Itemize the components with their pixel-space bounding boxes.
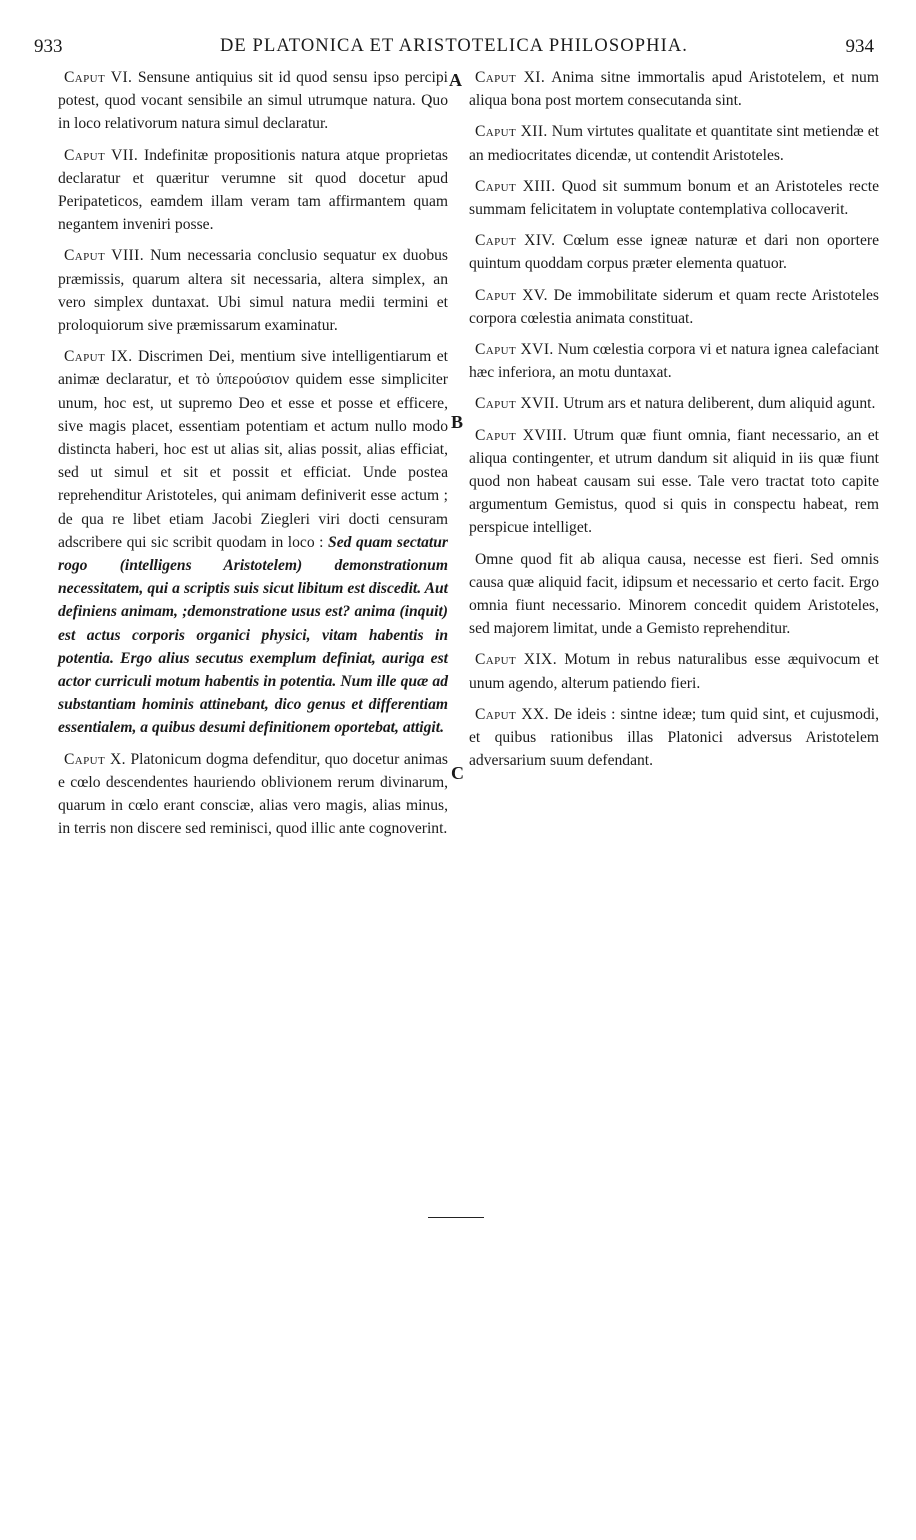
chapter-summary: De immobilitate siderum et quam recte Aristoteles corpora cœlestia animata constituat. bbox=[469, 286, 879, 327]
chapter-entry bbox=[469, 175, 879, 221]
chapter-entry bbox=[469, 338, 879, 384]
margin-letter-b: B bbox=[451, 412, 464, 432]
chapter-summary: Utrum quæ fiunt omnia, fiant necessario, an et aliqua contingenter, et utrum dandum sit aliquid in iis quæ fiunt quod non habeat causam sui esse. Tale vero tractat toto capite argumentum Gemistus, quod si quis in conspectu habeat, rem perspicue intelliget. bbox=[469, 426, 879, 537]
chapter-summary: Num cœlestia corpora vi et natura ignea calefaciant hæc inferiora, an motu duntaxat. bbox=[469, 341, 880, 382]
chapter-entry bbox=[469, 284, 879, 330]
chapter-entry bbox=[58, 144, 448, 237]
chapter-heading: Caput XVIII. bbox=[475, 426, 568, 444]
chapter-summary: Num virtutes qualitate et quantitate sint metiendæ et an mediocritates dicendæ, ut contendit Aristoteles. bbox=[469, 123, 879, 164]
chapter-heading: Caput X. bbox=[64, 750, 126, 768]
page-number-left: 933 bbox=[34, 36, 63, 57]
chapter-heading: Caput XV. bbox=[475, 286, 548, 304]
chapter-heading: Caput IX. bbox=[64, 348, 133, 366]
chapter-heading: Caput VII. bbox=[64, 146, 139, 164]
page-number-right: 934 bbox=[845, 36, 874, 57]
chapter-heading: Caput VI. bbox=[64, 69, 133, 86]
chapter-summary: Cœlum esse igneæ naturæ et dari non oportere quintum quoddam corpus præter elementa quatuor. bbox=[469, 232, 879, 273]
chapter-entry bbox=[58, 748, 448, 841]
syllogism-paragraph bbox=[469, 548, 879, 641]
paragraph-text: Omne quod fit ab aliqua causa, necesse est fieri. Sed omnis causa quæ aliquid facit, idipsum et necessario et certo facit. Ergo omnia fiunt necessario. Minorem concedit quidem Aristoteles, sed majorem limitat, unde a Gemisto reprehenditur. bbox=[469, 550, 879, 638]
chapter-summary: Motum in rebus naturalibus esse æquivocum et unum agendo, alterum patiendo fieri. bbox=[469, 651, 880, 692]
chapter-entry bbox=[469, 229, 879, 275]
chapter-summary: Utrum ars et natura deliberent, dum aliquid agunt. bbox=[559, 395, 876, 413]
left-column bbox=[58, 66, 448, 849]
chapter-summary: De ideis : sintne ideæ; tum quid sint, et cujusmodi, et quibus rationibus illas Platonici adversus Aristotelem adversarium suum defendant. bbox=[469, 705, 879, 770]
chapter-entry bbox=[469, 703, 879, 773]
running-title: DE PLATONICA ET ARISTOTELICA PHILOSOPHIA. bbox=[219, 36, 689, 56]
chapter-entry bbox=[58, 244, 448, 337]
chapter-entry bbox=[469, 392, 879, 415]
chapter-heading: Caput XII. bbox=[475, 123, 548, 141]
chapter-summary: Discrimen Dei, mentium sive intelligentiarum et animæ declaratur, et τὸ ὑπερούσιον quidem esse simpliciter unum, hoc est, ut supremo Deo et esse et posse et efficere, sive magis placet, essentiam potentiam et actum nullo modo distincta haberi, hoc est ut alias sit, alias possit, alias efficiat, sed ut simul et sit et possit et efficiat. Unde postea reprehenditur Aristoteles, qui animam definiverit esse actum ; de qua re libet etiam Jacobi Ziegleri viri docti censuram adscribere qui sic scribit quodam in loco : bbox=[58, 348, 448, 551]
chapter-heading: Caput XIV. bbox=[475, 232, 556, 250]
chapter-summary: Platonicum dogma defenditur, quo docetur animas e cœlo descendentes hauriendo oblivionem rerum divinarum, quarum in cœlo erant consciæ, alias vero magis, alias minus, in terris non discere sed reminisci, quod illic ante cognoverint. bbox=[58, 750, 448, 838]
chapter-entry bbox=[469, 424, 879, 540]
margin-letter-c: C bbox=[451, 763, 464, 783]
chapter-heading: Caput VIII. bbox=[64, 247, 145, 265]
ziegler-quotation: Sed quam sectatur rogo (intelligens Aristotelem) demonstrationum necessitatem, qui a scriptis suis sicut libitum est discedit. Aut definiens animam, ;demonstratione usus est? anima (inquit) est actus corporis organici physici, vitam habentis in potentia. Ergo alius secutus exemplum definiat, auriga est actor curriculi motum habentis in potentia. Num ille quæ ad substantiam hominis attinebant, dico genus et differentiam essentialem, a quibus desumi definitionem oportebat, attigit. bbox=[58, 533, 448, 737]
chapter-summary: Indefinitæ propositionis natura atque proprietas declaratur et quæritur verumne sit quod docetur apud Peripateticos, eamdem illam veram tam affirmantem quam negantem inveniri posse. bbox=[58, 146, 448, 234]
chapter-entry bbox=[469, 120, 879, 166]
chapter-summary: Anima sitne immortalis apud Aristotelem, et num aliqua bona post mortem consecutanda sint. bbox=[469, 69, 879, 110]
chapter-heading: Caput XVI. bbox=[475, 341, 554, 359]
chapter-heading: Caput XIII. bbox=[475, 177, 556, 195]
chapter-entry bbox=[58, 345, 448, 739]
chapter-summary: Quod sit summum bonum et an Aristoteles recte summam felicitatem in voluptate contemplativa collocaverit. bbox=[469, 177, 879, 219]
chapter-heading: Caput XI. bbox=[475, 69, 546, 86]
running-header bbox=[34, 36, 874, 58]
chapter-summary: Sensune antiquius sit id quod sensu ipso percipi potest, quod vocant sensibile an simul utrumque natura. Quo in loco relativorum natura simul declaratur. bbox=[58, 69, 448, 133]
margin-letter-a: A bbox=[449, 70, 462, 90]
chapter-heading: Caput XVII. bbox=[475, 395, 560, 413]
chapter-entry bbox=[469, 66, 879, 112]
chapter-entry bbox=[469, 648, 879, 694]
chapter-entry bbox=[58, 66, 448, 136]
right-column bbox=[469, 66, 879, 780]
chapter-heading: Caput XIX. bbox=[475, 651, 558, 669]
end-rule bbox=[428, 1217, 484, 1218]
chapter-heading: Caput XX. bbox=[475, 705, 549, 723]
chapter-summary: Num necessaria conclusio sequatur ex duobus præmissis, quarum altera sit necessaria, altera simplex, an vero simplex duntaxat. Ubi simul natura medii termini et proloquiorum sive præmissarum examinatur. bbox=[58, 247, 448, 335]
